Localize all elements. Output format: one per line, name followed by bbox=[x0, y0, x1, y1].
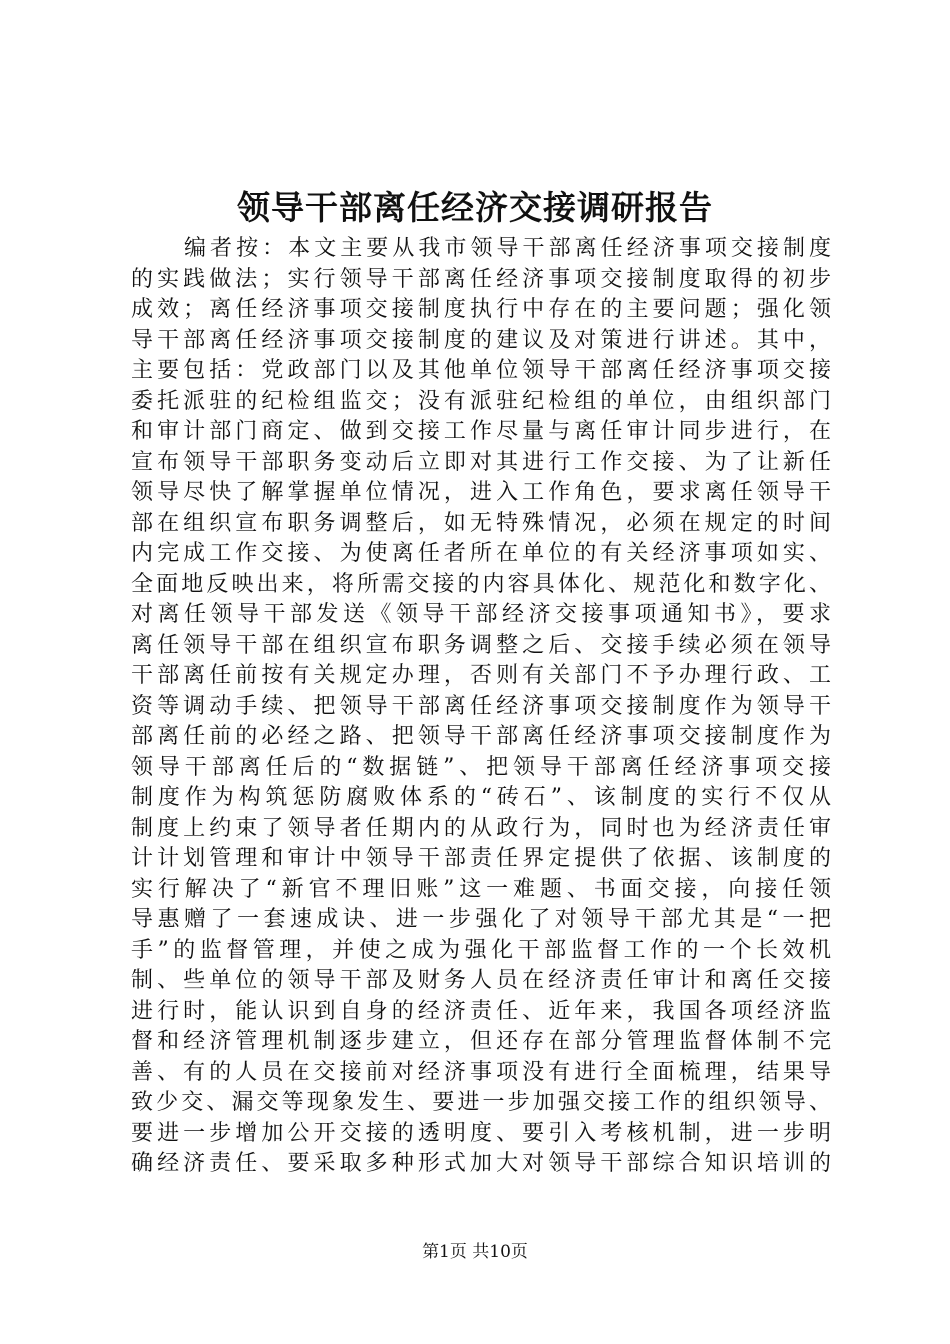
body-line: 实行解决了“新官不理旧账”这一难题、书面交接，向接任领 bbox=[131, 876, 831, 902]
body-line: 主要包括：党政部门以及其他单位领导干部离任经济事项交接 bbox=[131, 358, 831, 383]
document-title: 领导干部离任经济交接调研报告 bbox=[237, 188, 713, 227]
body-line: 全面地反映出来，将所需交接的内容具体化、规范化和数字化、 bbox=[131, 571, 831, 597]
body-line: 离任领导干部在组织宣布职务调整之后、交接手续必须在领导 bbox=[131, 632, 831, 658]
body-line: 制度上约束了领导者任期内的从政行为，同时也为经济责任审 bbox=[131, 815, 831, 841]
body-line: 进行时，能认识到自身的经济责任、近年来，我国各项经济监 bbox=[131, 998, 831, 1024]
body-line: 宣布领导干部职务变动后立即对其进行工作交接、为了让新任 bbox=[131, 449, 831, 475]
body-line: 导干部离任经济事项交接制度的建议及对策进行讲述。其中， bbox=[131, 327, 831, 353]
body-line: 导惠赠了一套速成诀、进一步强化了对领导干部尤其是“一把 bbox=[131, 907, 831, 932]
body-line: 制、些单位的领导干部及财务人员在经济责任审计和离任交接 bbox=[131, 968, 831, 993]
body-line: 善、有的人员在交接前对经济事项没有进行全面梳理，结果导 bbox=[131, 1059, 831, 1085]
document-body bbox=[131, 234, 831, 1180]
body-line: 要进一步增加公开交接的透明度、要引入考核机制，进一步明 bbox=[131, 1120, 831, 1146]
body-line: 部在组织宣布职务调整后，如无特殊情况，必须在规定的时间 bbox=[131, 510, 831, 536]
body-line: 领导尽快了解掌握单位情况，进入工作角色，要求离任领导干 bbox=[131, 480, 831, 505]
body-line: 委托派驻的纪检组监交；没有派驻纪检组的单位，由组织部门 bbox=[131, 388, 831, 414]
body-line: 的实践做法；实行领导干部离任经济事项交接制度取得的初步 bbox=[131, 266, 831, 292]
body-line: 对离任领导干部发送《领导干部经济交接事项通知书》，要求 bbox=[131, 602, 831, 627]
body-line: 手”的监督管理，并使之成为强化干部监督工作的一个长效机 bbox=[131, 937, 831, 963]
body-line: 制度作为构筑惩防腐败体系的“砖石”、该制度的实行不仅从 bbox=[131, 785, 831, 810]
page-number-label: 第1页 共10页 bbox=[422, 1242, 528, 1262]
page-footer bbox=[0, 1240, 950, 1264]
body-line: 致少交、漏交等现象发生、要进一步加强交接工作的组织领导、 bbox=[131, 1090, 831, 1115]
body-line: 和审计部门商定、做到交接工作尽量与离任审计同步进行，在 bbox=[131, 419, 831, 444]
body-line: 资等调动手续、把领导干部离任经济事项交接制度作为领导干 bbox=[131, 693, 831, 719]
body-line: 干部离任前按有关规定办理，否则有关部门不予办理行政、工 bbox=[131, 663, 831, 688]
body-line: 领导干部离任后的“数据链”、把领导干部离任经济事项交接 bbox=[131, 754, 831, 780]
body-line: 编者按：本文主要从我市领导干部离任经济事项交接制度 bbox=[184, 236, 831, 261]
body-line: 内完成工作交接、为使离任者所在单位的有关经济事项如实、 bbox=[131, 541, 831, 566]
body-line: 督和经济管理机制逐步建立，但还存在部分管理监督体制不完 bbox=[131, 1029, 831, 1054]
body-line: 计计划管理和审计中领导干部责任界定提供了依据、该制度的 bbox=[131, 846, 831, 871]
body-line: 成效；离任经济事项交接制度执行中存在的主要问题；强化领 bbox=[131, 297, 831, 322]
body-line: 确经济责任、要采取多种形式加大对领导干部综合知识培训的 bbox=[131, 1151, 831, 1176]
body-line: 部离任前的必经之路、把领导干部离任经济事项交接制度作为 bbox=[131, 724, 831, 749]
